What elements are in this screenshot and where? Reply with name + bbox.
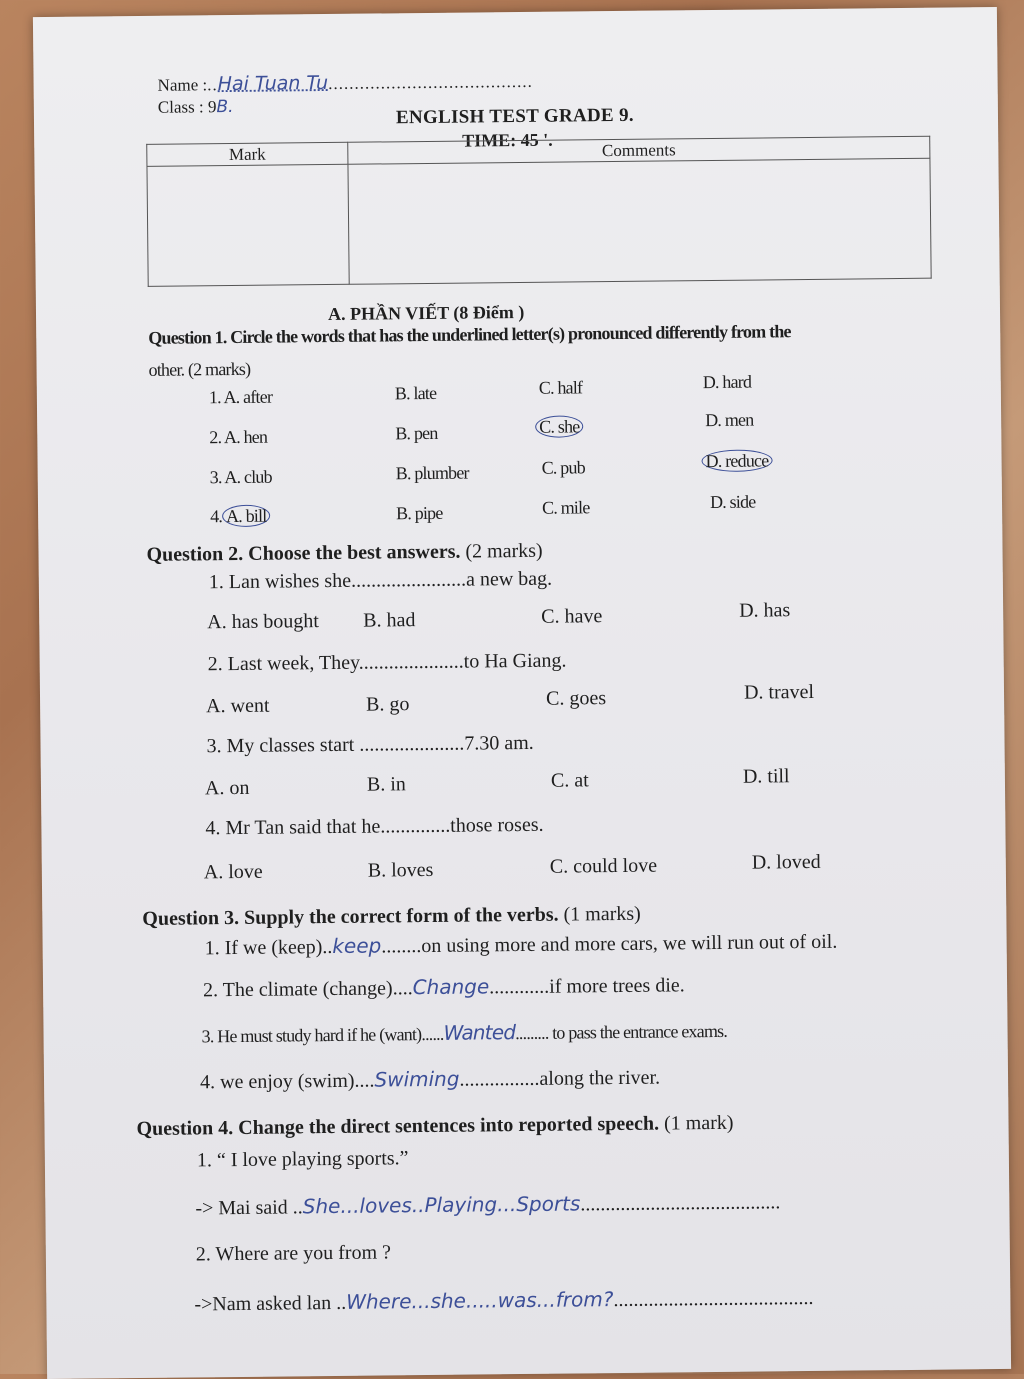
q2-item3-a: A. on — [204, 776, 250, 800]
q1-row3-b: B. plumber — [395, 462, 469, 484]
q4-heading: Question 4. Change the direct sentences into reported speech. (1 mark) — [136, 1111, 734, 1141]
q1-title: Question 1. Circle the words that has the underlined letter(s) pronounced differently from the — [148, 321, 791, 348]
q1-row3-a: 3. A. club — [209, 466, 272, 488]
q2-item2-d: D. travel — [743, 680, 815, 704]
q1-row3-d-selected[interactable]: D. reduce — [701, 449, 772, 472]
mark-header: Mark — [147, 142, 348, 166]
q1-row1-d: D. hard — [702, 371, 752, 393]
q3-item3: 3. He must study hard if he (want)......Wanted......... to pass the entrance exams. — [201, 1020, 728, 1047]
mark-cell[interactable] — [147, 164, 349, 286]
q2-item2-c: C. goes — [545, 687, 607, 710]
q1-row4-b: B. pipe — [396, 502, 443, 524]
q1-row2-b: B. pen — [395, 422, 438, 444]
q2-item4-text: 4. Mr Tan said that he..............those roses. — [205, 813, 544, 840]
comments-cell[interactable] — [348, 158, 931, 284]
test-title: ENGLISH TEST GRADE 9. — [395, 104, 634, 129]
name-label: Name : — [157, 75, 208, 95]
q4-answer2[interactable]: Where...she.....was...from? — [346, 1287, 614, 1314]
q3-answer2[interactable]: Change — [412, 974, 490, 1000]
q3-answer4[interactable]: Swiming — [374, 1066, 460, 1092]
q1-row1-c: C. half — [538, 377, 583, 398]
q2-item4-d: D. loved — [751, 850, 821, 874]
q2-item2-b: B. go — [365, 693, 410, 716]
q2-item4-c: C. could love — [549, 854, 658, 878]
q2-item3-c: C. at — [550, 769, 589, 792]
q3-heading: Question 3. Supply the correct form of the verbs. (1 marks) — [142, 902, 641, 930]
section-a-title: A. PHẦN VIẾT (8 Điểm ) — [327, 301, 525, 325]
q1-row4-a-selected[interactable]: 4. A. bill — [210, 505, 271, 528]
q2-item2-a: A. went — [206, 694, 270, 718]
q1-row2-d: D. men — [705, 409, 754, 431]
q2-item1-a: A. has bought — [207, 610, 320, 634]
q4-item1-sentence: 1. “ I love playing sports.” — [196, 1147, 409, 1172]
q2-item2-text: 2. Last week, They.....................to Ha Giang. — [207, 649, 567, 676]
q4-item1-answer-line: -> Mai said ..She...loves..Playing...Sports........................................ — [195, 1191, 781, 1220]
q2-heading: Question 2. Choose the best answers. (2 marks) — [146, 539, 543, 566]
q1-row1-b: B. late — [394, 382, 437, 404]
q4-answer1[interactable]: She...loves..Playing...Sports — [302, 1191, 581, 1219]
q1-row3-c: C. pub — [541, 457, 585, 478]
marks-table — [146, 136, 931, 287]
q1-row4-d: D. side — [709, 491, 756, 513]
q1-row2-a: 2. A. hen — [209, 426, 268, 448]
q1-title-cont: other. (2 marks) — [148, 358, 251, 380]
q2-item1-d: D. has — [739, 599, 791, 622]
test-paper — [33, 7, 1011, 1379]
q2-item1-c: C. have — [541, 605, 603, 628]
q1-row4-c: C. mile — [541, 497, 590, 518]
class-value: B. — [216, 96, 234, 118]
q2-item4-a: A. love — [203, 860, 263, 884]
name-line: Name :..Hai Tuan Tu....................................... — [157, 71, 533, 96]
q3-item1: 1. If we (keep)..keep........on using more and more cars, we will run out of oil. — [204, 930, 838, 960]
q3-answer1[interactable]: keep — [332, 933, 382, 958]
comments-header: Comments — [348, 136, 930, 164]
q2-item4-b: B. loves — [367, 858, 434, 882]
class-label: Class : 9 — [157, 97, 217, 117]
q4-item2-sentence: 2. Where are you from ? — [195, 1241, 392, 1266]
q3-answer3[interactable]: Wanted — [443, 1020, 516, 1045]
name-value: Hai Tuan Tu — [217, 71, 329, 96]
class-line — [158, 97, 234, 118]
q2-item1-b: B. had — [363, 609, 416, 632]
q2-item3-text: 3. My classes start .....................7.30 am. — [206, 731, 534, 758]
test-time: TIME: 45 '. — [462, 129, 553, 151]
q3-item2: 2. The climate (change)....Change............if more trees die. — [202, 974, 685, 1002]
q1-row2-c-selected[interactable]: C. she — [535, 415, 583, 438]
q1-row1-a: 1. A. after — [208, 386, 273, 408]
q3-item4: 4. we enjoy (swim)....Swiming................along the river. — [199, 1066, 661, 1094]
q2-item1-text: 1. Lan wishes she.......................a new bag. — [208, 567, 553, 594]
q2-item3-d: D. till — [742, 765, 790, 788]
q2-item3-b: B. in — [366, 773, 406, 796]
q4-item2-answer-line: ->Nam asked lan ..Where...she.....was...from?........................................ — [194, 1286, 814, 1316]
